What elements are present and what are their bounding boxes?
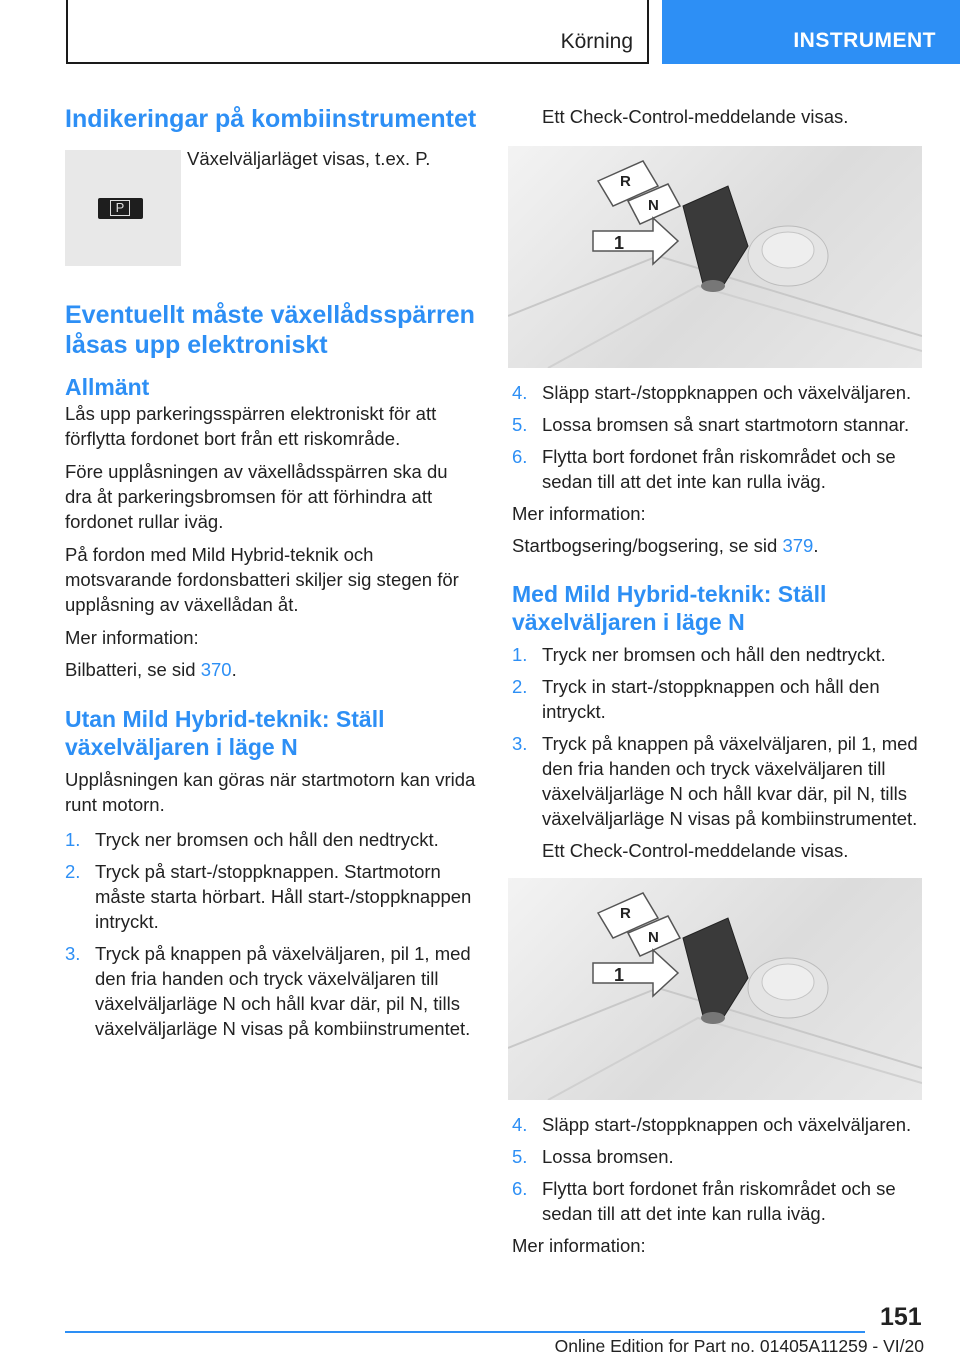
heading-indicators: Indikeringar på kombiinstrumentet — [65, 105, 477, 133]
indicator-block — [65, 150, 477, 266]
more-info-label-right: Mer information: — [512, 503, 646, 524]
para-unlock-park: Lås upp parkeringsspärren elektroniskt för att förflytta fordonet bort från ett riskområde. — [65, 403, 437, 449]
gear-selector-image-2 — [508, 878, 922, 1100]
list-item: 1. Tryck ner bromsen och håll den nedtryckt. — [512, 644, 886, 665]
more-info-label: Mer information: — [65, 627, 199, 648]
arrow-n-label: N — [648, 197, 659, 214]
steps-b — [512, 642, 924, 831]
page-link-370[interactable]: 370 — [200, 659, 232, 680]
list-item: 4. Släpp start-/stoppknappen och växelväljaren. — [512, 1114, 912, 1135]
indicator-caption: Växelväljarläget visas, t.ex. P. — [187, 148, 431, 169]
arrow-r-label-2: R — [620, 905, 631, 922]
arrow-n-label-2: N — [648, 929, 659, 946]
gear-selector-image — [508, 146, 922, 368]
heading-with-hybrid: Med Mild Hybrid-teknik: Ställ växelväljaren i läge N — [512, 581, 827, 635]
list-item: 6. Flytta bort fordonet från riskområdet och se sedan till att det inte kan rulla iväg. — [512, 446, 896, 492]
arrow-1-label-2: 1 — [614, 965, 625, 985]
list-item: 3. Tryck på knappen på växelväljaren, pil 1, med den fria handen och tryck växelväljaren till växelväljarläge N och håll kvar där, pil N, tills växelväljarläge N visas på kombiinstrumentet. — [65, 943, 471, 1039]
arrow-r-label: R — [620, 173, 631, 190]
para-starter: Upplåsningen kan göras när startmotorn kan vrida runt motorn. — [65, 769, 476, 815]
gear-selector-illustration-2 — [508, 878, 922, 1100]
steps-a — [512, 380, 924, 494]
para-mild-hybrid: På fordon med Mild Hybrid-teknik och motsvarande fordonsbatteri skiljer sig stegen för upplåsning av växellådan åt. — [65, 544, 459, 615]
steps-c — [512, 1112, 924, 1226]
page-link-379[interactable]: 379 — [782, 535, 814, 556]
para-parking-brake: Före upplåsningen av växellådsspärren ska du dra åt parkeringsbromsen för att förhindra att fordonet rullar iväg. — [65, 461, 448, 532]
gear-p-symbol: P — [110, 200, 130, 216]
cc-message: Ett Check-Control-meddelande visas. — [542, 106, 849, 127]
heading-unlock-transmission: Eventuellt måste växellådsspärren låsas upp elektroniskt — [65, 301, 475, 359]
heading-without-hybrid: Utan Mild Hybrid-teknik: Ställ växelväljaren i läge N — [65, 706, 385, 760]
list-item: 6. Flytta bort fordonet från riskområdet och se sedan till att det inte kan rulla iväg. — [512, 1178, 896, 1224]
list-item: 5. Lossa bromsen så snart startmotorn stannar. — [512, 414, 910, 435]
list-item: 2. Tryck in start-/stoppknappen och håll den intryckt. — [512, 676, 880, 722]
steps-without-hybrid — [65, 827, 477, 1041]
ref-towing: Startbogsering/bogsering, se sid 379. — [512, 535, 819, 556]
cc-message-2: Ett Check-Control-meddelande visas. — [542, 840, 849, 861]
right-column — [512, 104, 924, 1258]
subheading-general: Allmänt — [65, 374, 150, 400]
list-item: 5. Lossa bromsen. — [512, 1146, 674, 1167]
list-item: 3. Tryck på knappen på växelväljaren, pil 1, med den fria handen och tryck växelväljaren till växelväljarläge N och håll kvar där, pil N, tills växelväljarläge N visas på kombiinstrumentet. — [512, 733, 918, 829]
chapter-tab-label: Körning — [560, 30, 633, 53]
section-tab[interactable] — [662, 0, 960, 64]
gear-selector-illustration — [508, 146, 922, 368]
indicator-image — [65, 150, 181, 266]
list-item: 2. Tryck på start-/stoppknappen. Startmotorn måste starta hörbart. Håll start-/stoppknappen intryckt. — [65, 861, 472, 932]
edition-text: Online Edition for Part no. 01405A11259 - VI/20 — [554, 1336, 924, 1356]
list-item: 1. Tryck ner bromsen och håll den nedtryckt. — [65, 829, 439, 850]
page-number: 151 — [880, 1303, 922, 1331]
section-tab-label: INSTRUMENT — [793, 29, 936, 52]
chapter-tab[interactable] — [66, 0, 649, 64]
footer-rule — [65, 1331, 865, 1333]
arrow-1-label: 1 — [614, 233, 625, 253]
left-column — [65, 104, 477, 1048]
ref-battery: Bilbatteri, se sid 370. — [65, 659, 237, 680]
more-info-label-right-2: Mer information: — [512, 1235, 646, 1256]
gear-p-indicator-icon — [98, 198, 143, 219]
list-item: 4. Släpp start-/stoppknappen och växelväljaren. — [512, 382, 912, 403]
